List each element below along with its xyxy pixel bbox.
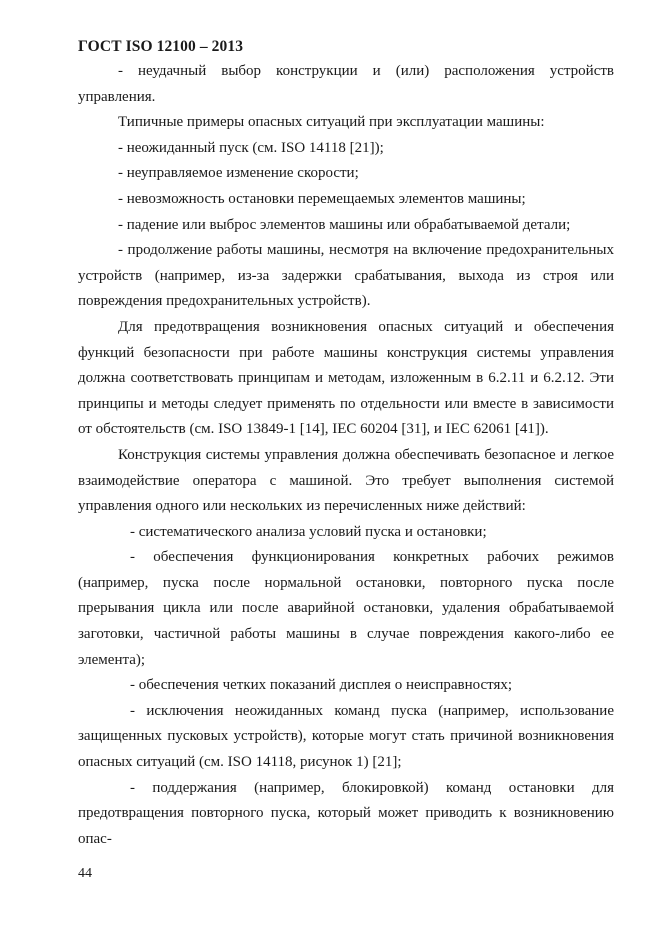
document-header: ГОСТ ISO 12100 – 2013 xyxy=(78,38,244,55)
paragraph: Конструкция системы управления должна обеспечивать безопасное и легкое взаимодействие оператора с машиной. Это требует выполнения системой управления одного или нескольких из перечисленных ниже действий: xyxy=(78,446,614,515)
list-item: - исключения неожиданных команд пуска (например, использование защищенных пусковых устройств), которые могут стать причиной возникновения опасных ситуаций (см. ISO 14118, рисунок 1) [21]; xyxy=(78,702,614,771)
document-body xyxy=(78,59,614,852)
list-item: - обеспечения четких показаний дисплея о неисправностях; xyxy=(130,677,513,694)
paragraph: - неудачный выбор конструкции и (или) расположения устройств управления. xyxy=(78,63,614,105)
paragraph: Типичные примеры опасных ситуаций при эксплуатации машины: xyxy=(118,114,545,131)
paragraph: Для предотвращения возникновения опасных ситуаций и обеспечения функций безопасности при работе машины конструкция системы управления должна соответствовать принципам и методам, изложенным в 6.2.11 и 6.2.12. Эти принципы и методы следует применять по отдельности или вместе в зависимости от обстоятельств (см. ISO 13849-1 [14], IEC 60204 [31], и IEC 62061 [41]). xyxy=(78,318,614,438)
list-item: - обеспечения функционирования конкретных рабочих режимов (например, пуска после нормальной остановки, повторного пуска после прерывания цикла или после аварийной остановки, удаления обрабатываемой заготовки, частичной работы машины в случае повреждения какого-либо ее элемента); xyxy=(78,549,614,668)
list-item: - неожиданный пуск (см. ISO 14118 [21]); xyxy=(118,139,384,156)
list-item: - падение или выброс элементов машины или обрабатываемой детали; xyxy=(118,216,571,233)
list-item: - поддержания (например, блокировкой) команд остановки для предотвращения повторного пуска, который может приводить к возникновению опас- xyxy=(78,779,614,847)
page-number: 44 xyxy=(78,866,92,881)
list-item: - неуправляемое изменение скорости; xyxy=(118,165,359,182)
list-item: - невозможность остановки перемещаемых элементов машины; xyxy=(118,190,526,207)
list-item: - систематического анализа условий пуска и остановки; xyxy=(130,523,487,540)
list-item: - продолжение работы машины, несмотря на включение предохранительных устройств (например, из-за задержки срабатывания, выхода из строя или повреждения предохранительных устройств). xyxy=(78,242,614,310)
